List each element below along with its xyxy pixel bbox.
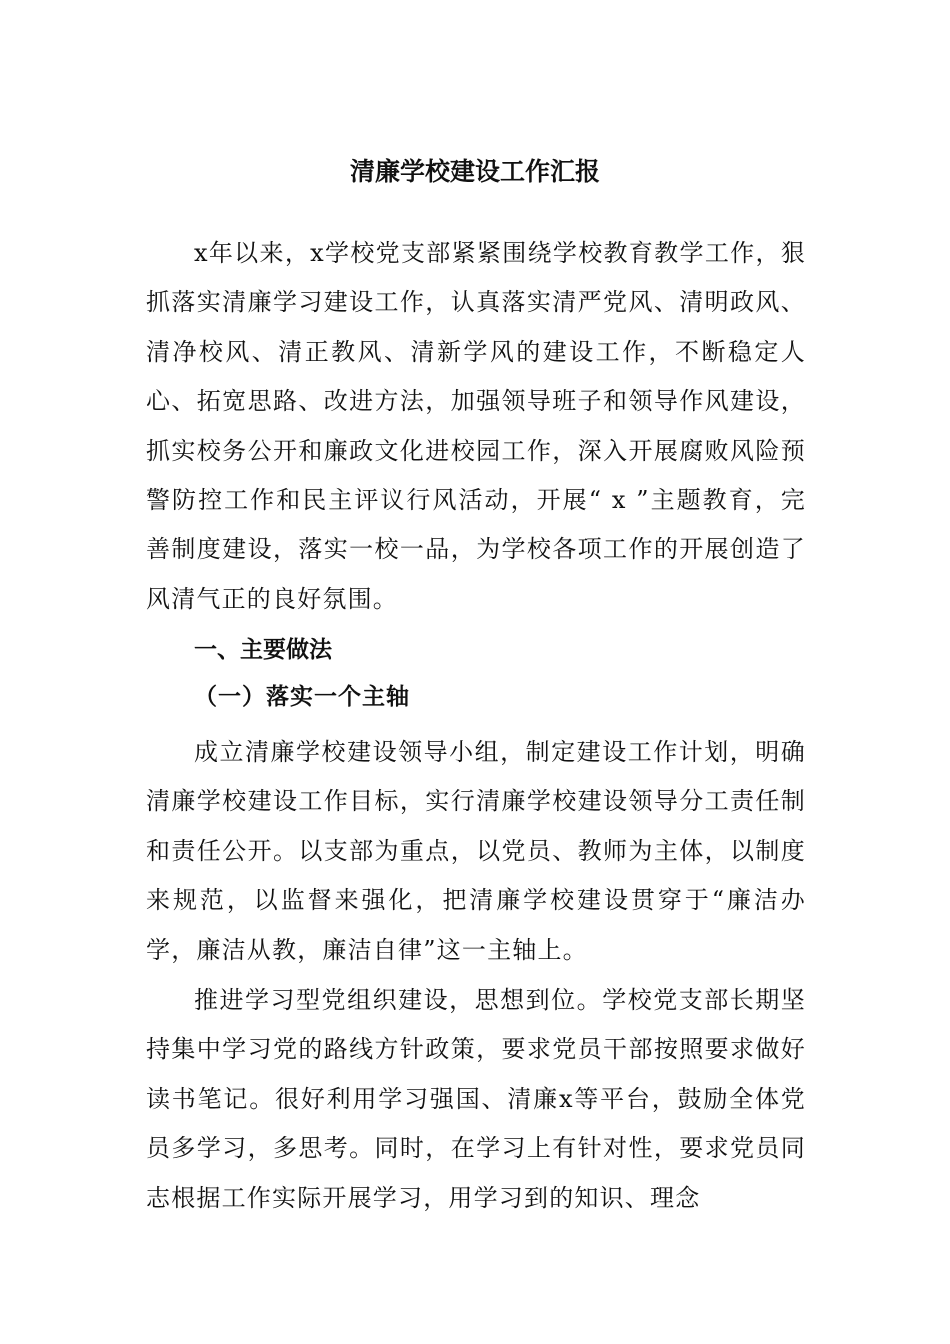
section-heading-main-practices: 一、主要做法 (194, 637, 332, 663)
subsection-heading-one-axis: （一）落实一个主轴 (194, 683, 410, 710)
intro-paragraph: x年以来，x学校党支部紧紧围绕学校教育教学工作，狠抓落实清廉学习建设工作，认真落实清严党风、清明政风、清净校风、清正教风、清新学风的建设工作，不断稳定人心、拓宽思路、改进方法，加强领导班子和领导作风建设，抓实校务公开和廉政文化进校园工作，深入开展腐败风险预警防控工作和民主评议行风活动，开展“ x ”主题教育，完善制度建设，落实一校一品，为学校各项工作的开展创造了风清气正的良好氛围。 (146, 239, 806, 613)
document-title: 清廉学校建设工作汇报 (349, 157, 600, 186)
paragraph-learning-organization: 推进学习型党组织建设，思想到位。学校党支部长期坚持集中学习党的路线方针政策，要求党员干部按照要求做好读书笔记。很好利用学习强国、清廉x等平台，鼓励全体党员多学习，多思考。同时，在学习上有针对性，要求党员同志根据工作实际开展学习，用学习到的知识、理念 (146, 986, 806, 1212)
paragraph-leadership-group: 成立清廉学校建设领导小组，制定建设工作计划，明确清廉学校建设工作目标，实行清廉学校建设领导分工责任制和责任公开。以支部为重点，以党员、教师为主体，以制度来规范，以监督来强化，把清廉学校建设贯穿于“廉洁办学，廉洁从教，廉洁自律”这一主轴上。 (146, 738, 806, 964)
